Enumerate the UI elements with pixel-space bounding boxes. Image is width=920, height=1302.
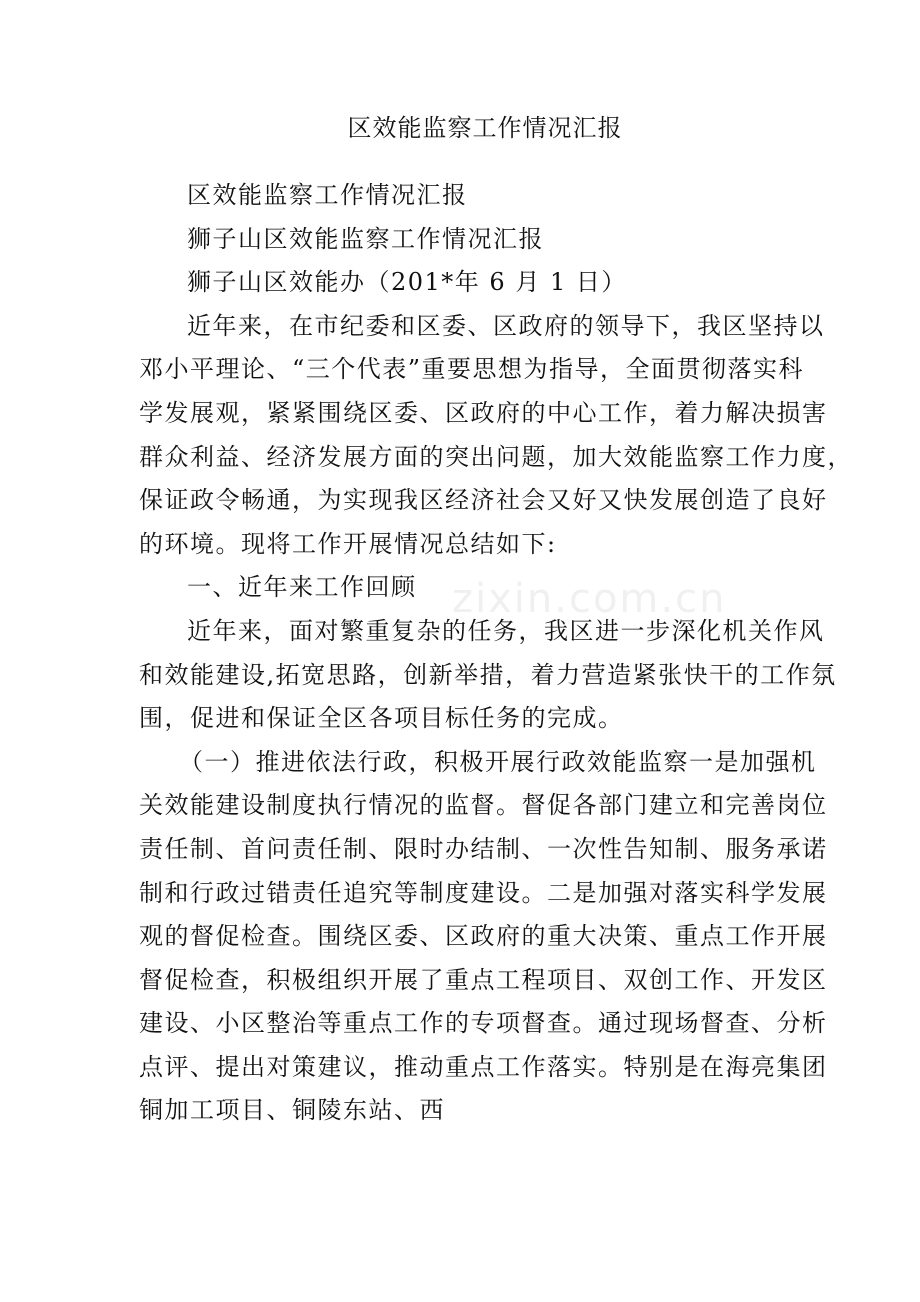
section-heading: 一、近年来工作回顾 bbox=[187, 573, 417, 602]
body-line: 建设、小区整治等重点工作的专项督查。通过现场督查、分析 bbox=[139, 1009, 828, 1038]
body-line: 近年来，面对繁重复杂的任务，我区进一步深化机关作风 bbox=[187, 616, 825, 645]
body-line: 点评、提出对策建议，推动重点工作落实。特别是在海亮集团 bbox=[139, 1052, 828, 1081]
body-line: 狮子山区效能办（201*年 6 月 1 日） bbox=[187, 268, 627, 297]
watermark: zixin.com.cn bbox=[452, 576, 727, 622]
body-line: 近年来，在市纪委和区委、区政府的领导下，我区坚持以 bbox=[187, 311, 825, 340]
body-line: 制和行政过错责任追究等制度建设。二是加强对落实科学发展 bbox=[139, 878, 828, 907]
body-line: 和效能建设,拓宽思路，创新举措，着力营造紧张快干的工作氛 bbox=[139, 660, 837, 689]
body-line: 责任制、首问责任制、限时办结制、一次性告知制、服务承诺 bbox=[139, 834, 828, 863]
body-line: 区效能监察工作情况汇报 bbox=[187, 181, 468, 209]
body-line: 邓小平理论、“三个代表”重要思想为指导，全面贯彻落实科 bbox=[139, 355, 805, 384]
body-line: 观的督促检查。围绕区委、区政府的重大决策、重点工作开展 bbox=[139, 922, 828, 951]
body-line: 铜加工项目、铜陵东站、西 bbox=[139, 1096, 445, 1125]
body-line: 关效能建设制度执行情况的监督。督促各部门建立和完善岗位 bbox=[139, 791, 828, 820]
body-line: 狮子山区效能监察工作情况汇报 bbox=[187, 224, 544, 253]
body-line: 群众利益、经济发展方面的突出问题，加大效能监察工作力度， bbox=[139, 442, 853, 471]
body-line: 督促检查，积极组织开展了重点工程项目、双创工作、开发区 bbox=[139, 965, 828, 994]
document-body bbox=[139, 174, 853, 1133]
body-line: 的环境。现将工作开展情况总结如下: bbox=[139, 529, 557, 558]
document-title: 区效能监察工作情况汇报 bbox=[347, 114, 623, 142]
body-line: 学发展观，紧紧围绕区委、区政府的中心工作，着力解决损害 bbox=[139, 398, 828, 427]
body-line: 围，促进和保证全区各项目标任务的完成。 bbox=[139, 704, 624, 733]
body-line: 保证政令畅通，为实现我区经济社会又好又快发展创造了良好 bbox=[139, 486, 828, 515]
subsection-line: （一）推进依法行政，积极开展行政效能监察一是加强机 bbox=[179, 747, 817, 776]
